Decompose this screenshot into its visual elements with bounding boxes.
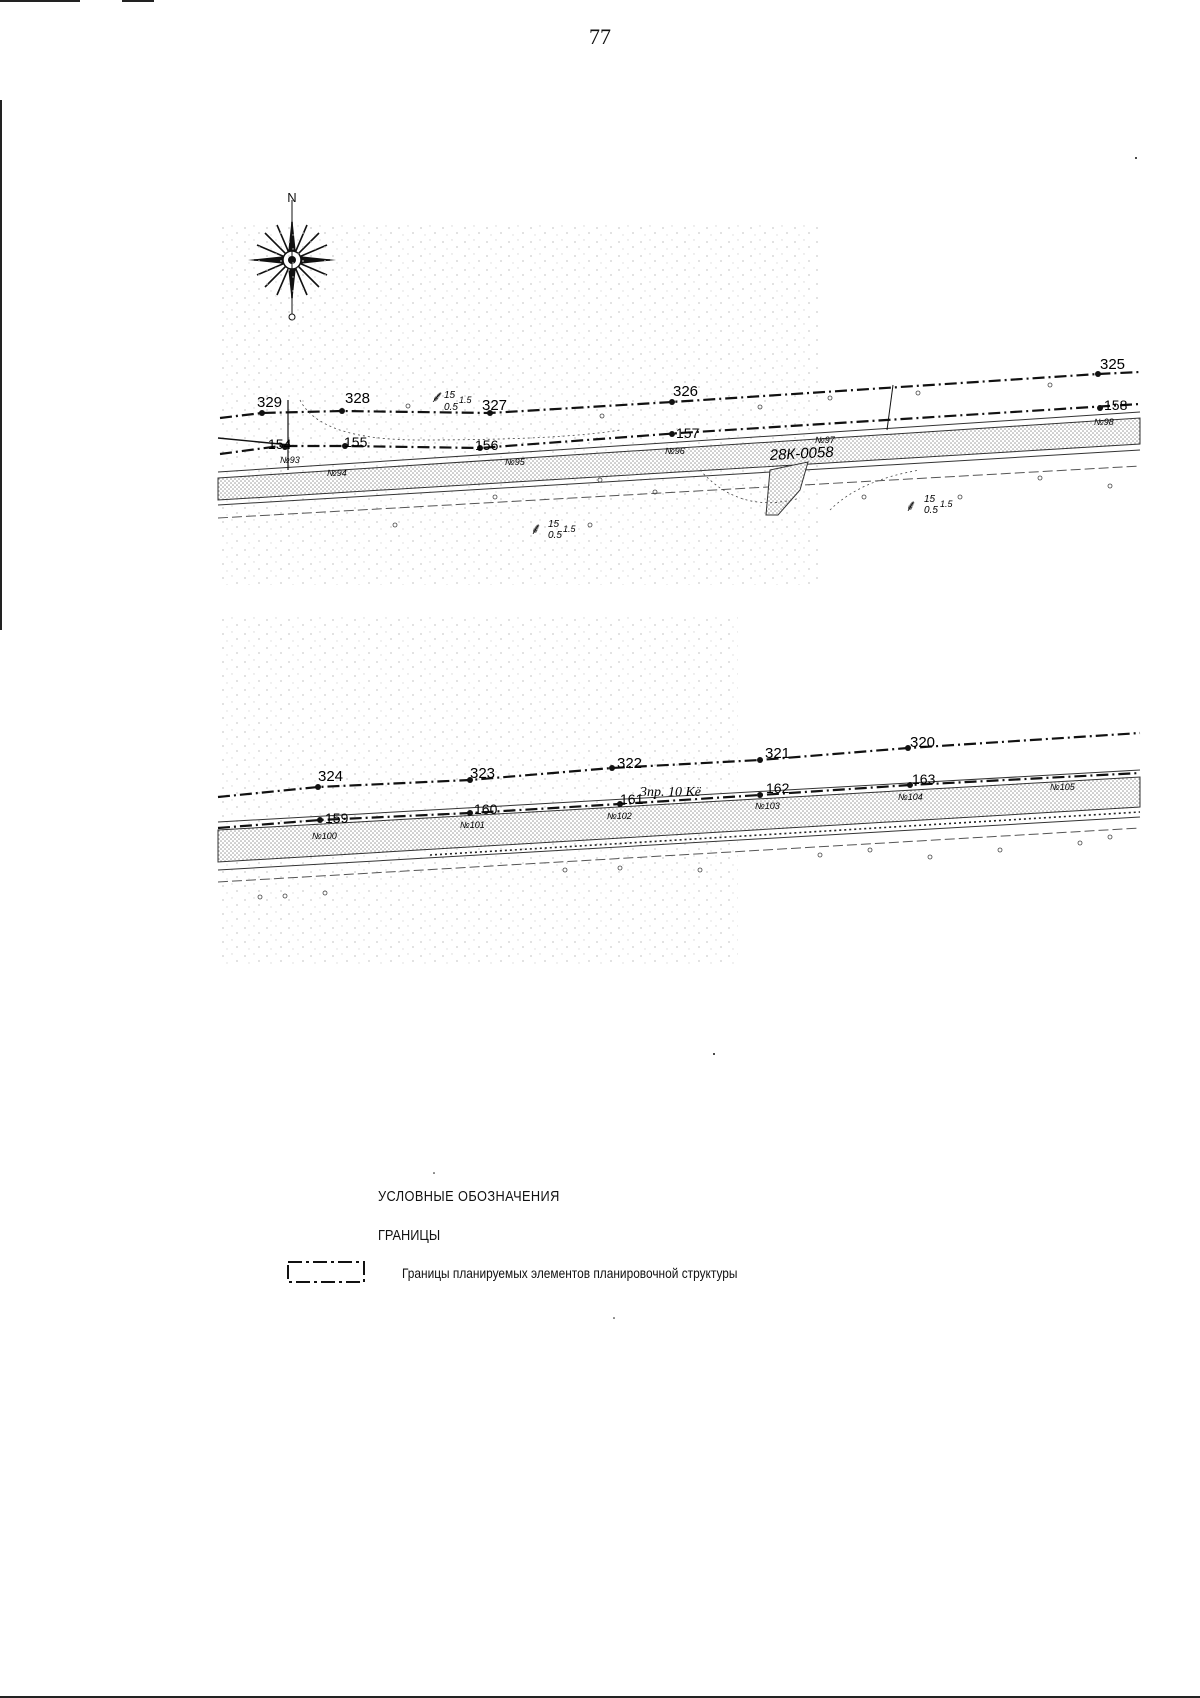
section-number-label: №93 — [280, 455, 300, 465]
map-top — [218, 225, 1140, 585]
section-point-label: 155 — [344, 434, 368, 450]
boundary-point-label: 329 — [257, 394, 283, 411]
section-number-label: №94 — [327, 468, 347, 478]
tree-label-side: 1.5 — [563, 524, 576, 534]
section-number-label: №103 — [755, 801, 780, 811]
road-name-label: 3пр. 10 Кё — [640, 785, 702, 800]
legend-item-label: Границы планируемых элементов планировочной структуры — [402, 1265, 738, 1281]
road-code-label: 28К-0058 — [769, 443, 835, 464]
section-number-label: №97 — [815, 435, 835, 445]
section-point-label: 154 — [268, 436, 292, 452]
section-point-label: 160 — [474, 801, 498, 817]
section-point-label: 159 — [325, 810, 349, 826]
section-point-label: 157 — [676, 425, 700, 441]
tree-label-top: 15 — [548, 519, 560, 530]
section-number-label: №98 — [1094, 417, 1114, 427]
boundary-legend-symbol-icon — [286, 1259, 366, 1285]
tree-label-side: 1.5 — [459, 395, 472, 405]
section-number-label: №100 — [312, 831, 337, 841]
boundary-point-label: 325 — [1100, 356, 1126, 373]
tree-marker-icon — [430, 389, 442, 406]
section-number-label: №101 — [460, 820, 485, 830]
boundary-point-label: 321 — [765, 745, 791, 762]
tree-label-bottom: 0.5 — [444, 402, 458, 413]
section-point-label: 161 — [620, 791, 644, 807]
section-number-label: №95 — [505, 457, 525, 467]
map-bottom — [218, 615, 1140, 965]
section-point-label: 156 — [475, 437, 499, 453]
faded-terrain-top — [218, 225, 818, 585]
svg-text:⸙: ⸙ — [430, 389, 443, 406]
section-number-label: №105 — [1050, 782, 1075, 792]
boundary-point-label: 328 — [345, 390, 371, 407]
section-number-label: №96 — [665, 446, 685, 456]
boundary-point-label: 323 — [470, 765, 496, 782]
tree-label-side: 1.5 — [940, 499, 953, 509]
tree-marker-icon — [530, 521, 542, 538]
section-point-label: 163 — [912, 771, 936, 787]
tree-label-bottom: 0.5 — [924, 505, 938, 516]
section-number-label: №104 — [898, 792, 923, 802]
boundary-point-label: 327 — [482, 397, 508, 414]
svg-text:⸙: ⸙ — [905, 498, 918, 515]
section-point-label: 158 — [1104, 397, 1128, 413]
boundary-point-label: 324 — [318, 768, 344, 785]
legend-section-title: ГРАНИЦЫ — [378, 1227, 441, 1244]
tree-label-bottom: 0.5 — [548, 530, 562, 541]
section-point-label: 162 — [766, 780, 790, 796]
legend-title: УСЛОВНЫЕ ОБОЗНАЧЕНИЯ — [378, 1188, 560, 1205]
boundary-point-label: 326 — [673, 383, 699, 400]
tree-marker-icon — [905, 498, 917, 515]
boundary-point-label: 320 — [910, 734, 936, 751]
tree-label-top: 15 — [444, 390, 456, 401]
tree-label-top: 15 — [924, 494, 936, 505]
compass-north-label: N — [287, 190, 297, 205]
svg-text:⸙: ⸙ — [530, 521, 543, 538]
page-number: 77 — [589, 24, 611, 49]
section-number-label: №102 — [607, 811, 632, 821]
boundary-point-label: 322 — [617, 755, 643, 772]
